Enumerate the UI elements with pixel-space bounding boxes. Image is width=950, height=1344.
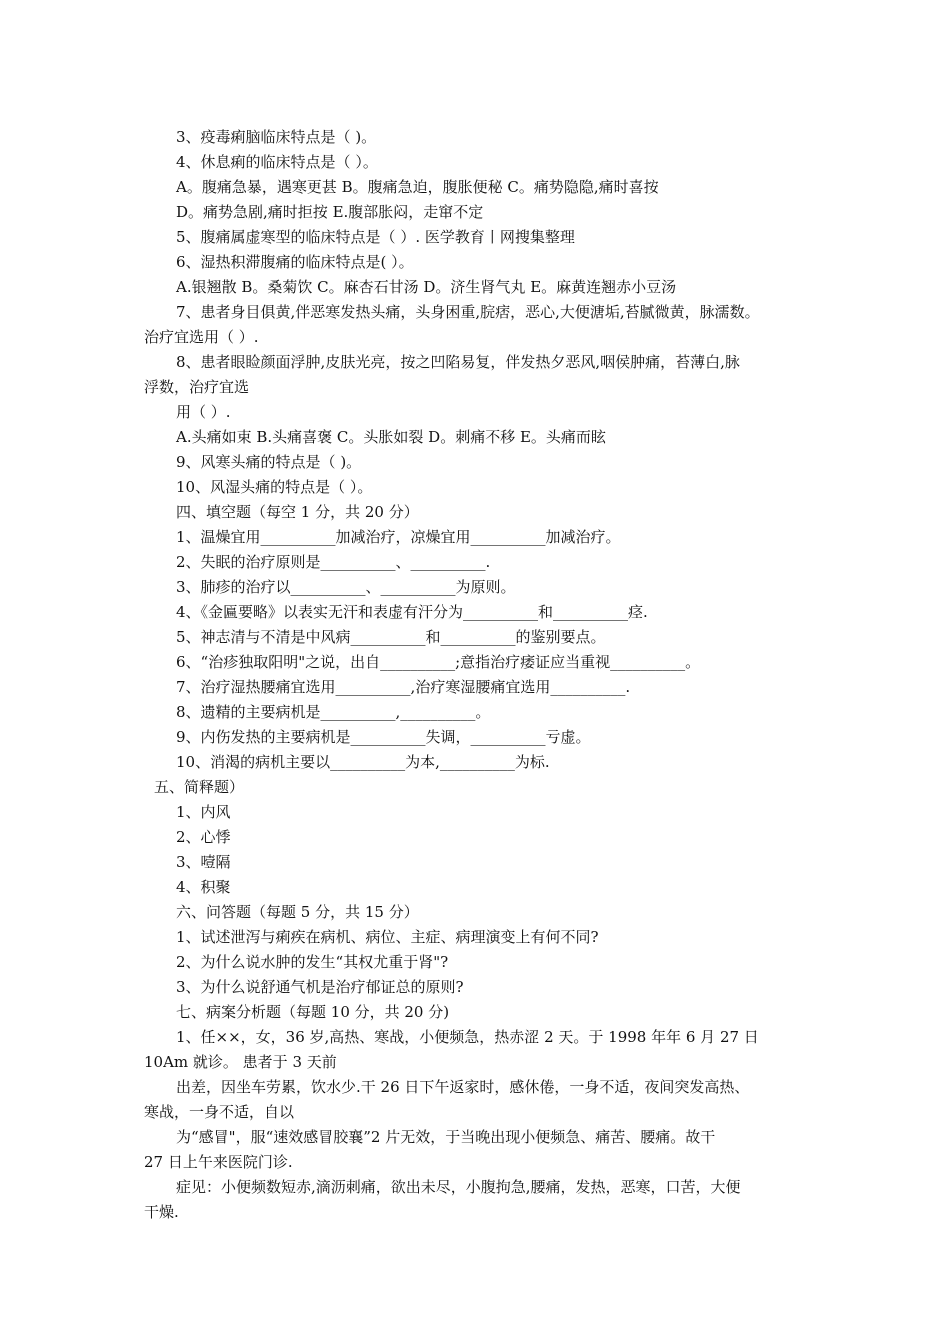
fill-8: 8、遗精的主要病机是__________,__________。 <box>176 703 491 721</box>
question-8-cont-2: 用（ ）. <box>176 403 231 421</box>
fill-5: 5、神志清与不清是中风病__________和__________的鉴别要点。 <box>176 628 606 646</box>
fill-3: 3、肺疹的治疗以__________、__________为原则。 <box>176 578 516 596</box>
case-1-line-5: 为“感冒"，服“速效感冒胶襄”2 片无效，于当晚出现小便频急、痛苦、腰痛。故干 <box>176 1128 716 1146</box>
case-1-line-8: 干燥. <box>144 1203 179 1221</box>
qa-1: 1、试述泄泻与痢疾在病机、病位、主症、病理演变上有何不同? <box>176 928 599 946</box>
case-1-line-2: 10Am 就诊。 患者于 3 天前 <box>144 1053 337 1071</box>
question-7-cont: 治疗宜选用（ ）. <box>144 328 259 346</box>
question-4: 4、休息痢的临床特点是（ ）。 <box>176 153 378 171</box>
question-7: 7、患者身目俱黄,伴恶寒发热头痛，头身困重,脘痞，恶心,大便溏垢,苔腻微黄，脉濡数。 <box>176 303 760 321</box>
section-6-heading: 六、问答题（每题 5 分，共 15 分） <box>176 903 419 921</box>
question-6: 6、湿热积滞腹痛的临床特点是( ）。 <box>176 253 414 271</box>
qa-3: 3、为什么说舒通气机是治疗郁证总的原则? <box>176 978 464 996</box>
case-1-line-3: 出差，因坐车劳累，饮水少.干 26 日下午返家时，感休倦，一身不适，夜间突发高热、 <box>176 1078 750 1096</box>
section-5-heading: 五、简释题） <box>154 778 245 796</box>
question-5: 5、腹痛属虚寒型的临床特点是（ ）. 医学教育丨网搜集整理 <box>176 228 575 246</box>
question-3: 3、疫毒痢脑临床特点是（ )。 <box>176 128 377 146</box>
section-7-heading: 七、病案分析题（每题 10 分，共 20 分) <box>176 1003 450 1021</box>
fill-9: 9、内伤发热的主要病机是__________失调，__________亏虚。 <box>176 728 591 746</box>
term-3: 3、噎隔 <box>176 853 231 871</box>
section-4-heading: 四、填空题（每空 1 分，共 20 分） <box>176 503 419 521</box>
case-1-line-7: 症见：小便频数短赤,滴沥刺痛，欲出未尽，小腹拘急,腰痛，发热，恶寒，口苦，大便 <box>176 1178 741 1196</box>
fill-2: 2、失眠的治疗原则是__________、__________. <box>176 553 491 571</box>
question-9: 9、风寒头痛的特点是（ )。 <box>176 453 362 471</box>
options-line-1: A。腹痛急暴，遇寒更甚 B。腹痛急迫，腹胀便秘 C。痛势隐隐,痛时喜按 <box>176 178 659 196</box>
qa-2: 2、为什么说水肿的发生“其权尤重于肾"? <box>176 953 449 971</box>
term-2: 2、心悸 <box>176 828 231 846</box>
question-10: 10、风湿头痛的特点是（ ）。 <box>176 478 373 496</box>
options-line-2: D。痛势急剧,痛时拒按 E.腹部胀闷，走窜不定 <box>176 203 484 221</box>
term-4: 4、积聚 <box>176 878 231 896</box>
fill-4: 4、《金匾要略》以表实无汗和表虚有汗分为__________和__________痉. <box>176 603 648 621</box>
question-8-cont: 浮数，治疗宜选 <box>144 378 250 396</box>
options-line-3: A.银翘散 B。桑菊饮 C。麻杏石甘汤 D。济生肾气丸 E。麻黄连翘赤小豆汤 <box>176 278 677 296</box>
term-1: 1、内风 <box>176 803 231 821</box>
case-1-line-6: 27 日上午来医院门诊. <box>144 1153 293 1171</box>
case-1-line-1: 1、任××，女，36 岁,高热、寒战，小便频急，热赤涩 2 天。于 1998 年年 6 月 27 日 <box>176 1028 759 1046</box>
fill-7: 7、治疗湿热腰痛宜选用__________,治疗寒湿腰痛宜选用__________. <box>176 678 631 696</box>
case-1-line-4: 寒战，一身不适，自以 <box>144 1103 295 1121</box>
fill-1: 1、温燥宜用__________加减治疗，凉燥宜用__________加减治疗。 <box>176 528 621 546</box>
question-8: 8、患者眼睑颜面浮肿,皮肤光亮，按之凹陷易复，伴发热夕恶风,咽侯肿痛，苔薄白,脉 <box>176 353 740 371</box>
options-line-4: A.头痛如束 B.头痛喜褒 C。头胀如裂 D。刺痛不移 E。头痛而眩 <box>176 428 606 446</box>
fill-6: 6、“治疹独取阳明"之说，出自__________;意指治疗痿证应当重视__________。 <box>176 653 701 671</box>
fill-10: 10、消渴的病机主要以__________为本,__________为标. <box>176 753 550 771</box>
